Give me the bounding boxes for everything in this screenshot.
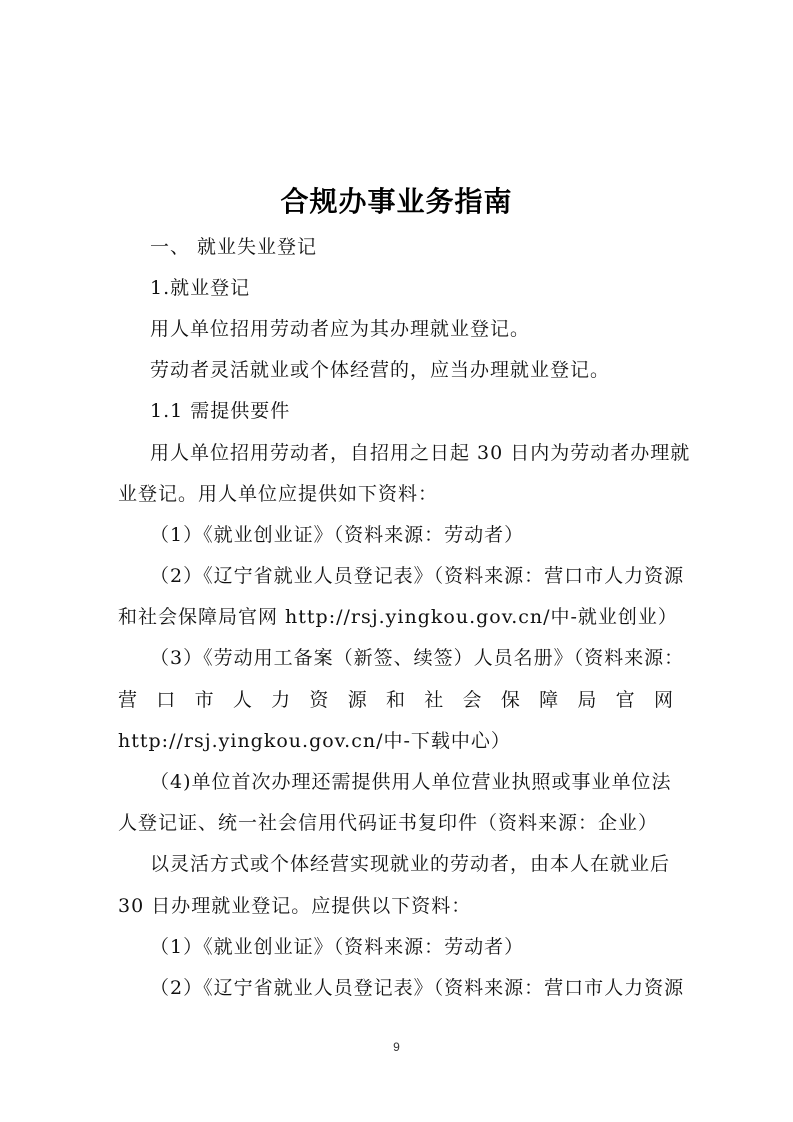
paragraph-line: 用人单位招用劳动者应为其办理就业登记。: [150, 318, 531, 340]
paragraph-line: 业登记。用人单位应提供如下资料：: [118, 483, 439, 505]
spread-char: 官: [615, 689, 636, 711]
subsection-heading: 1.1 需提供要件: [150, 400, 291, 422]
list-item-continuation: 人登记证、统一社会信用代码证书复印件（资料来源：企业）: [118, 812, 659, 834]
spread-char: 源: [347, 689, 368, 711]
section-heading: 一、 就业失业登记: [150, 236, 318, 258]
list-item-continuation: http://rsj.yingkou.gov.cn/中-下载中心）: [118, 730, 511, 752]
spread-char: 社: [424, 689, 445, 711]
spread-char: 人: [232, 689, 253, 711]
paragraph-line: 用人单位招用劳动者，自招用之日起 30 日内为劳动者办理就: [150, 442, 691, 464]
list-item-continuation-spread: [118, 688, 674, 712]
spread-char: 营: [118, 689, 139, 711]
list-item: （1）《就业创业证》（资料来源：劳动者）: [150, 936, 525, 958]
list-item: （1）《就业创业证》（资料来源：劳动者）: [150, 524, 525, 546]
subsection-heading: 1.就业登记: [150, 277, 251, 299]
list-item: （2）《辽宁省就业人员登记表》（资料来源：营口市人力资源: [150, 977, 685, 999]
list-item-continuation: 和社会保障局官网 http://rsj.yingkou.gov.cn/中-就业创业）: [118, 606, 678, 628]
spread-char: 会: [462, 689, 483, 711]
spread-char: 口: [156, 689, 177, 711]
spread-char: 市: [194, 689, 215, 711]
page-number: 9: [393, 1040, 400, 1054]
paragraph-line: 劳动者灵活就业或个体经营的，应当办理就业登记。: [150, 359, 611, 381]
spread-char: 和: [385, 689, 406, 711]
spread-char: 局: [577, 689, 598, 711]
document-title: 合规办事业务指南: [280, 185, 513, 218]
list-item: （3）《劳动用工备案（新签、续签）人员名册》（资料来源：: [150, 647, 685, 669]
paragraph-line: 以灵活方式或个体经营实现就业的劳动者，由本人在就业后: [150, 853, 671, 875]
spread-char: 资: [309, 689, 330, 711]
spread-char: 力: [271, 689, 292, 711]
spread-char: 保: [500, 689, 521, 711]
paragraph-line: 30 日办理就业登记。应提供以下资料：: [118, 895, 472, 917]
list-item: （2）《辽宁省就业人员登记表》（资料来源：营口市人力资源: [150, 565, 685, 587]
spread-char: 障: [539, 689, 560, 711]
list-item: （4)单位首次办理还需提供用人单位营业执照或事业单位法: [150, 771, 672, 793]
spread-char: 网: [653, 689, 674, 711]
